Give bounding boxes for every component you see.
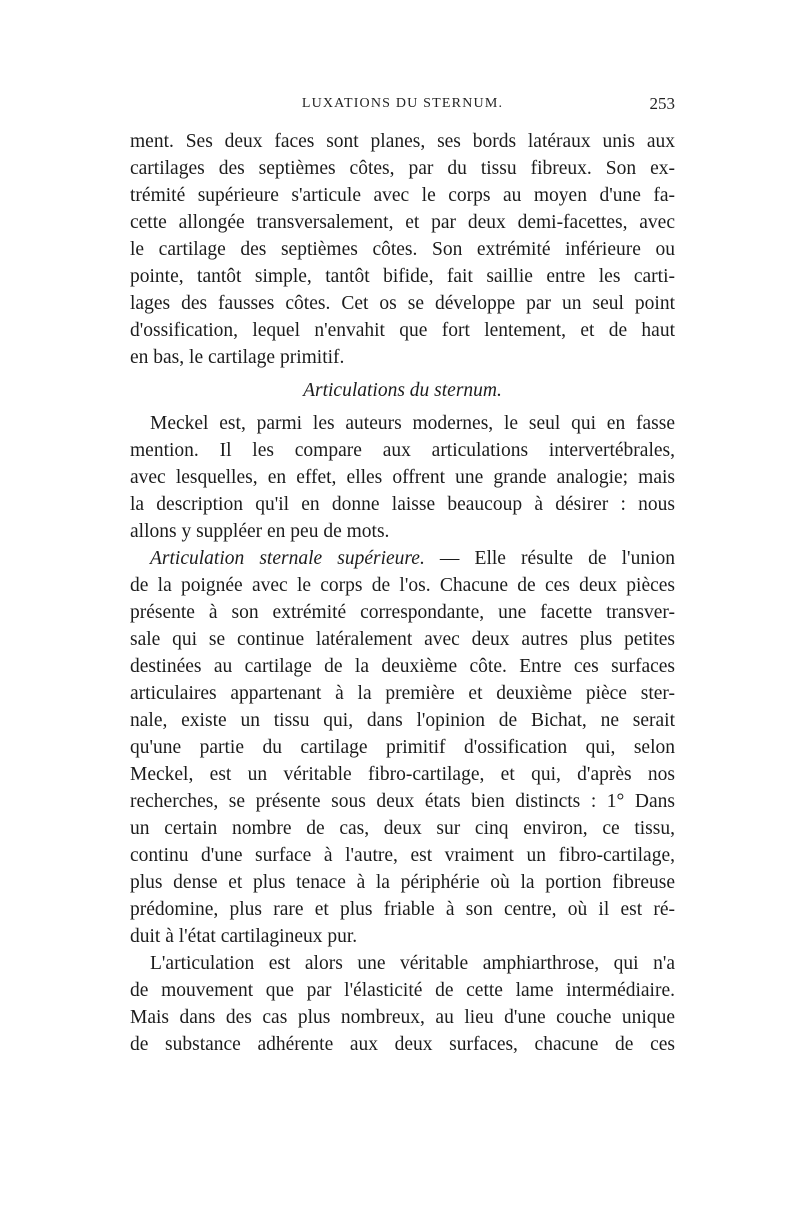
- page-number: 253: [649, 94, 675, 113]
- text-line: plus dense et plus tenace à la périphérie où la portion fibreuse: [130, 872, 675, 893]
- text-line: le cartilage des septièmes côtes. Son extrémité inférieure ou: [130, 239, 675, 260]
- text-line: de substance adhérente aux deux surfaces, chacune de ces: [130, 1034, 675, 1055]
- paragraph-3: [130, 545, 675, 950]
- text-line: cartilages des septièmes côtes, par du tissu fibreux. Son ex-: [130, 158, 675, 179]
- text-line: allons y suppléer en peu de mots.: [130, 521, 390, 542]
- text-line: pointe, tantôt simple, tantôt bifide, fait saillie entre les carti-: [130, 266, 675, 287]
- text-line: recherches, se présente sous deux états bien distincts : 1° Dans: [130, 791, 675, 812]
- text-line: présente à son extrémité correspondante, une facette transver-: [130, 602, 675, 623]
- text-line: ment. Ses deux faces sont planes, ses bords latéraux unis aux: [130, 131, 675, 152]
- text-line: destinées au cartilage de la deuxième côte. Entre ces surfaces: [130, 656, 675, 677]
- text-line: articulaires appartenant à la première et deuxième pièce ster-: [130, 683, 675, 704]
- text-line: sale qui se continue latéralement avec deux autres plus petites: [130, 629, 675, 650]
- text-line: nale, existe un tissu qui, dans l'opinion de Bichat, ne serait: [130, 710, 675, 731]
- text-run: — Elle résulte de l'union: [424, 548, 675, 569]
- paragraph-4: [130, 950, 675, 1058]
- text-line: Mais dans des cas plus nombreux, au lieu d'une couche unique: [130, 1007, 675, 1028]
- text-line: en bas, le cartilage primitif.: [130, 347, 345, 368]
- paragraph-1: [130, 128, 675, 371]
- running-title: LUXATIONS DU STERNUM.: [301, 96, 504, 111]
- text-line: duit à l'état cartilagineux pur.: [130, 926, 358, 947]
- text-line: de mouvement que par l'élasticité de cette lame intermédiaire.: [130, 980, 675, 1001]
- text-line: trémité supérieure s'articule avec le corps au moyen d'une fa-: [130, 185, 675, 206]
- text-line: qu'une partie du cartilage primitif d'ossification qui, selon: [130, 737, 675, 758]
- text-line: lages des fausses côtes. Cet os se développe par un seul point: [130, 293, 675, 314]
- text-line: d'ossification, lequel n'envahit que fort lentement, et de haut: [130, 320, 675, 341]
- text-line: L'articulation est alors une véritable amphiarthrose, qui n'a: [150, 953, 675, 974]
- text-line: avec lesquelles, en effet, elles offrent une grande analogie; mais: [130, 467, 675, 488]
- page-body: [130, 128, 675, 1058]
- text-line: de la poignée avec le corps de l'os. Chacune de ces deux pièces: [130, 575, 675, 596]
- paragraph-2: [130, 410, 675, 545]
- page-header: [130, 94, 675, 118]
- text-line: la description qu'il en donne laisse beaucoup à désirer : nous: [130, 494, 675, 515]
- section-heading: Articulations du sternum.: [303, 380, 502, 401]
- text-line: prédomine, plus rare et plus friable à son centre, où il est ré-: [130, 899, 675, 920]
- text-line: Meckel est, parmi les auteurs modernes, le seul qui en fasse: [150, 413, 675, 434]
- text-line: un certain nombre de cas, deux sur cinq environ, ce tissu,: [130, 818, 675, 839]
- text-line: [130, 545, 675, 572]
- text-line: mention. Il les compare aux articulations intervertébrales,: [130, 440, 675, 461]
- text-line: cette allongée transversalement, et par deux demi-facettes, avec: [130, 212, 675, 233]
- subsection-label: Articulation sternale supérieure.: [150, 548, 425, 569]
- text-line: continu d'une surface à l'autre, est vraiment un fibro-cartilage,: [130, 845, 675, 866]
- text-line: Meckel, est un véritable fibro-cartilage, et qui, d'après nos: [130, 764, 675, 785]
